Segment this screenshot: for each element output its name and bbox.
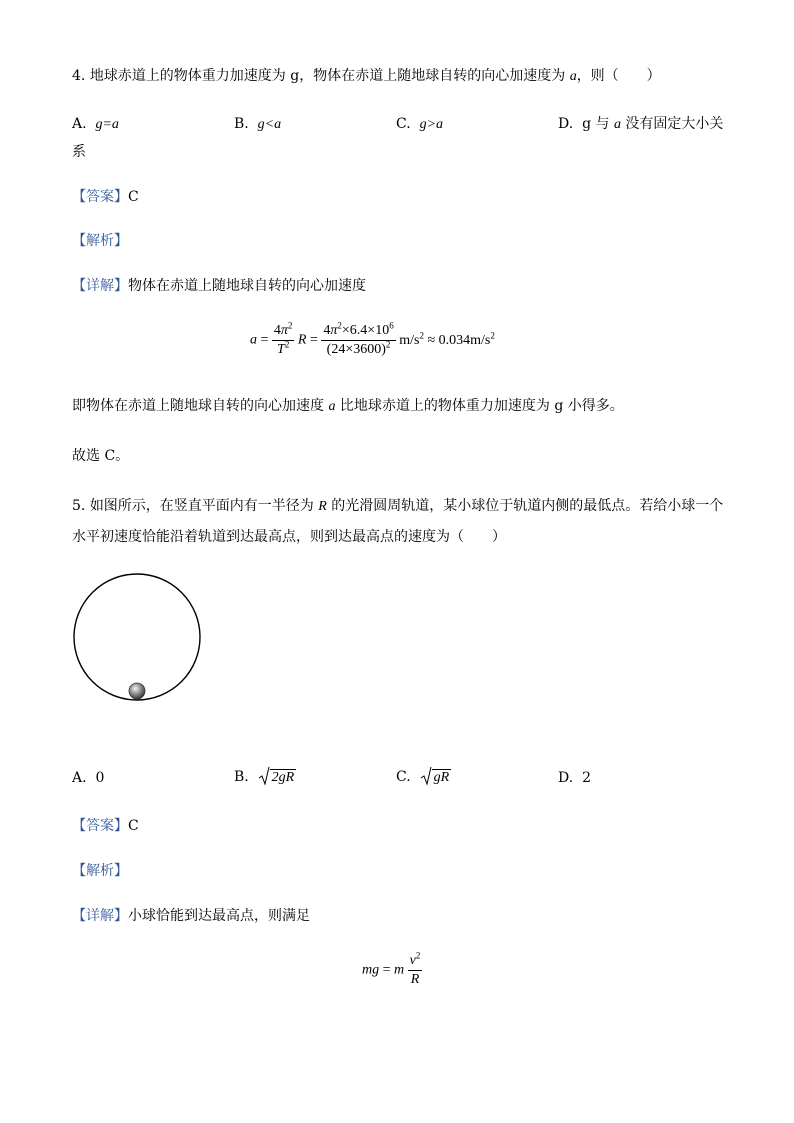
q5-analysis — [72, 861, 128, 881]
q4-formula: a = $\frac{4\pi^2}{T^2}$ R = $\frac{4\pi^2\times 6.4\times 10^6}{(24\times 3600)^2}$ $m/s^2 \approx 0.034m/s^2$ — [250, 320, 495, 357]
q4-number: 4. — [72, 68, 86, 84]
q5-option-d: D. 2 — [558, 770, 592, 786]
q5-formula: mg = m $\frac{v^2}{R}$ — [362, 950, 421, 987]
circular-track-diagram — [70, 572, 206, 706]
q4-answer: 【答案】C — [72, 189, 139, 205]
detail-tag: 【详解】 — [72, 278, 128, 294]
q5-option-c: C. gR — [396, 766, 451, 788]
q5-detail: 【详解】小球恰能到达最高点，则满足 — [72, 908, 310, 924]
q5-stem-line1: 5. 如图所示，在竖直平面内有一半径为 R 的光滑圆周轨道，某小球位于轨道内侧的最低点。若给小球一个 — [72, 498, 724, 514]
q5-answer: 【答案】C — [72, 818, 139, 834]
q4-detail: 【详解】物体在赤道上随地球自转的向心加速度 — [72, 278, 366, 294]
q4-option-d: D. g 与 a 没有固定大小关 — [558, 116, 724, 132]
q5-stem-line2: 水平初速度恰能沿着轨道到达最高点，则到达最高点的速度为（ ） — [72, 529, 506, 545]
q4-stem: 4. 地球赤道上的物体重力加速度为 g，物体在赤道上随地球自转的向心加速度为 a，则（ ） — [72, 68, 661, 84]
analysis-tag: 【解析】 — [72, 863, 128, 879]
detail-tag: 【详解】 — [72, 908, 128, 924]
analysis-tag: 【解析】 — [72, 233, 128, 249]
answer-tag: 【答案】 — [72, 818, 128, 834]
ball — [129, 683, 145, 699]
sqrt-icon — [258, 766, 270, 786]
q4-analysis — [72, 231, 128, 251]
q4-option-c: C. g>a — [396, 116, 444, 132]
sqrt-icon — [420, 766, 432, 786]
answer-tag: 【答案】 — [72, 189, 128, 205]
q5-option-a: A. 0 — [72, 770, 105, 786]
q4-choose: 故选 C。 — [72, 448, 130, 464]
q4-conclusion: 即物体在赤道上随地球自转的向心加速度 a 比地球赤道上的物体重力加速度为 g 小得多。 — [72, 398, 624, 414]
q4-option-b: B. g<a — [234, 116, 282, 132]
q5-number: 5. — [72, 498, 86, 514]
q4-option-a: A. g=a — [72, 116, 119, 132]
circular-track — [74, 574, 200, 700]
q4-option-d-wrap: 系 — [72, 144, 86, 160]
q5-option-b: B. 2gR — [234, 766, 296, 788]
